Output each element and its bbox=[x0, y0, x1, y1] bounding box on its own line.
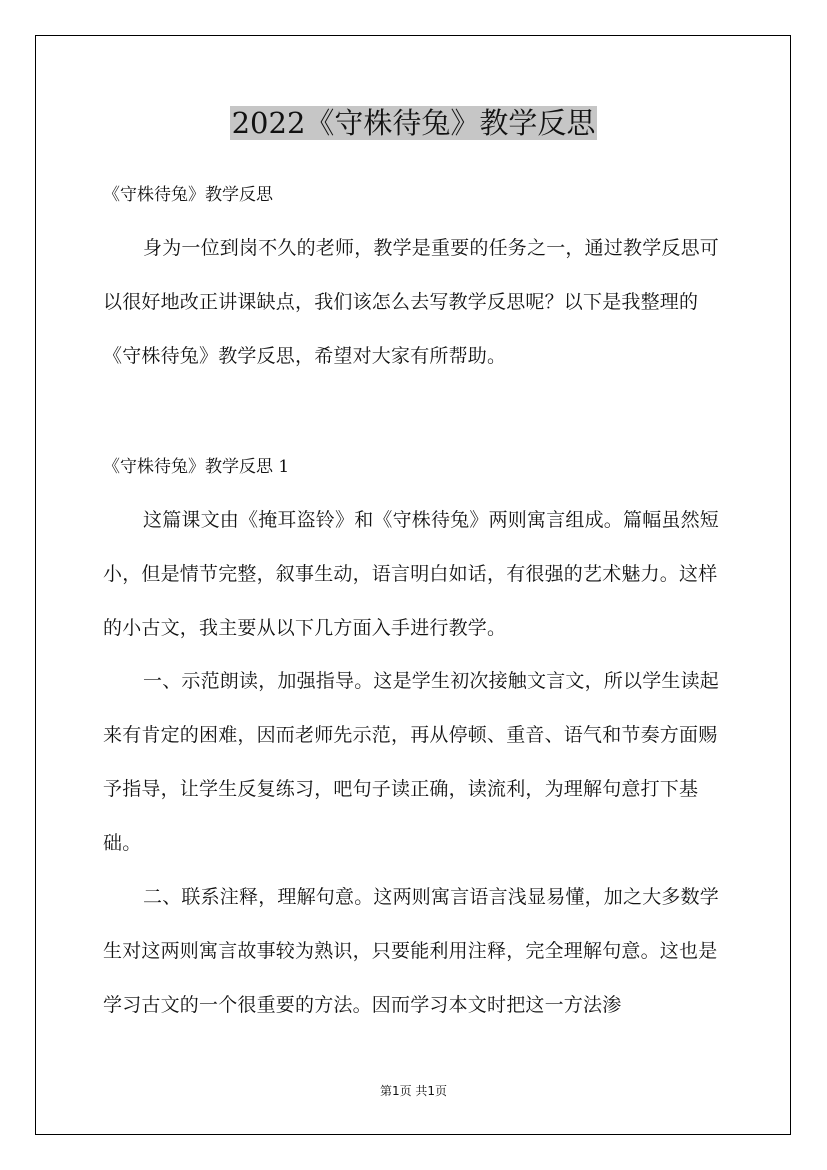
document-title-text: 2022《守株待兔》教学反思 bbox=[231, 106, 596, 140]
section-heading: 《守株待兔》教学反思 1 bbox=[103, 457, 290, 477]
page-footer bbox=[0, 1083, 827, 1099]
body-paragraph: 一、示范朗读，加强指导。这是学生初次接触文言文，所以学生读起来有肯定的困难，因而老师先示范，再从停顿、重音、语气和节奏方面赐予指导，让学生反复练习，吧句子读正确，读流利，为理解句意打下基础。 bbox=[103, 670, 720, 854]
document-title bbox=[0, 104, 827, 142]
body-paragraph: 二、联系注释，理解句意。这两则寓言语言浅显易懂，加之大多数学生对这两则寓言故事较为熟识，只要能利用注释，完全理解句意。这也是学习古文的一个很重要的方法。因而学习本文时把这一方法渗 bbox=[103, 886, 720, 1016]
body-paragraph: 这篇课文由《掩耳盗铃》和《守株待兔》两则寓言组成。篇幅虽然短小，但是情节完整，叙事生动，语言明白如话，有很强的艺术魅力。这样的小古文，我主要从以下几方面入手进行教学。 bbox=[103, 509, 720, 639]
page-number: 第1页 共1页 bbox=[379, 1084, 448, 1098]
intro-paragraph: 身为一位到岗不久的老师，教学是重要的任务之一，通过教学反思可以很好地改正讲课缺点，我们该怎么去写教学反思呢？以下是我整理的《守株待兔》教学反思，希望对大家有所帮助。 bbox=[103, 237, 720, 367]
intro-heading: 《守株待兔》教学反思 bbox=[103, 185, 273, 205]
